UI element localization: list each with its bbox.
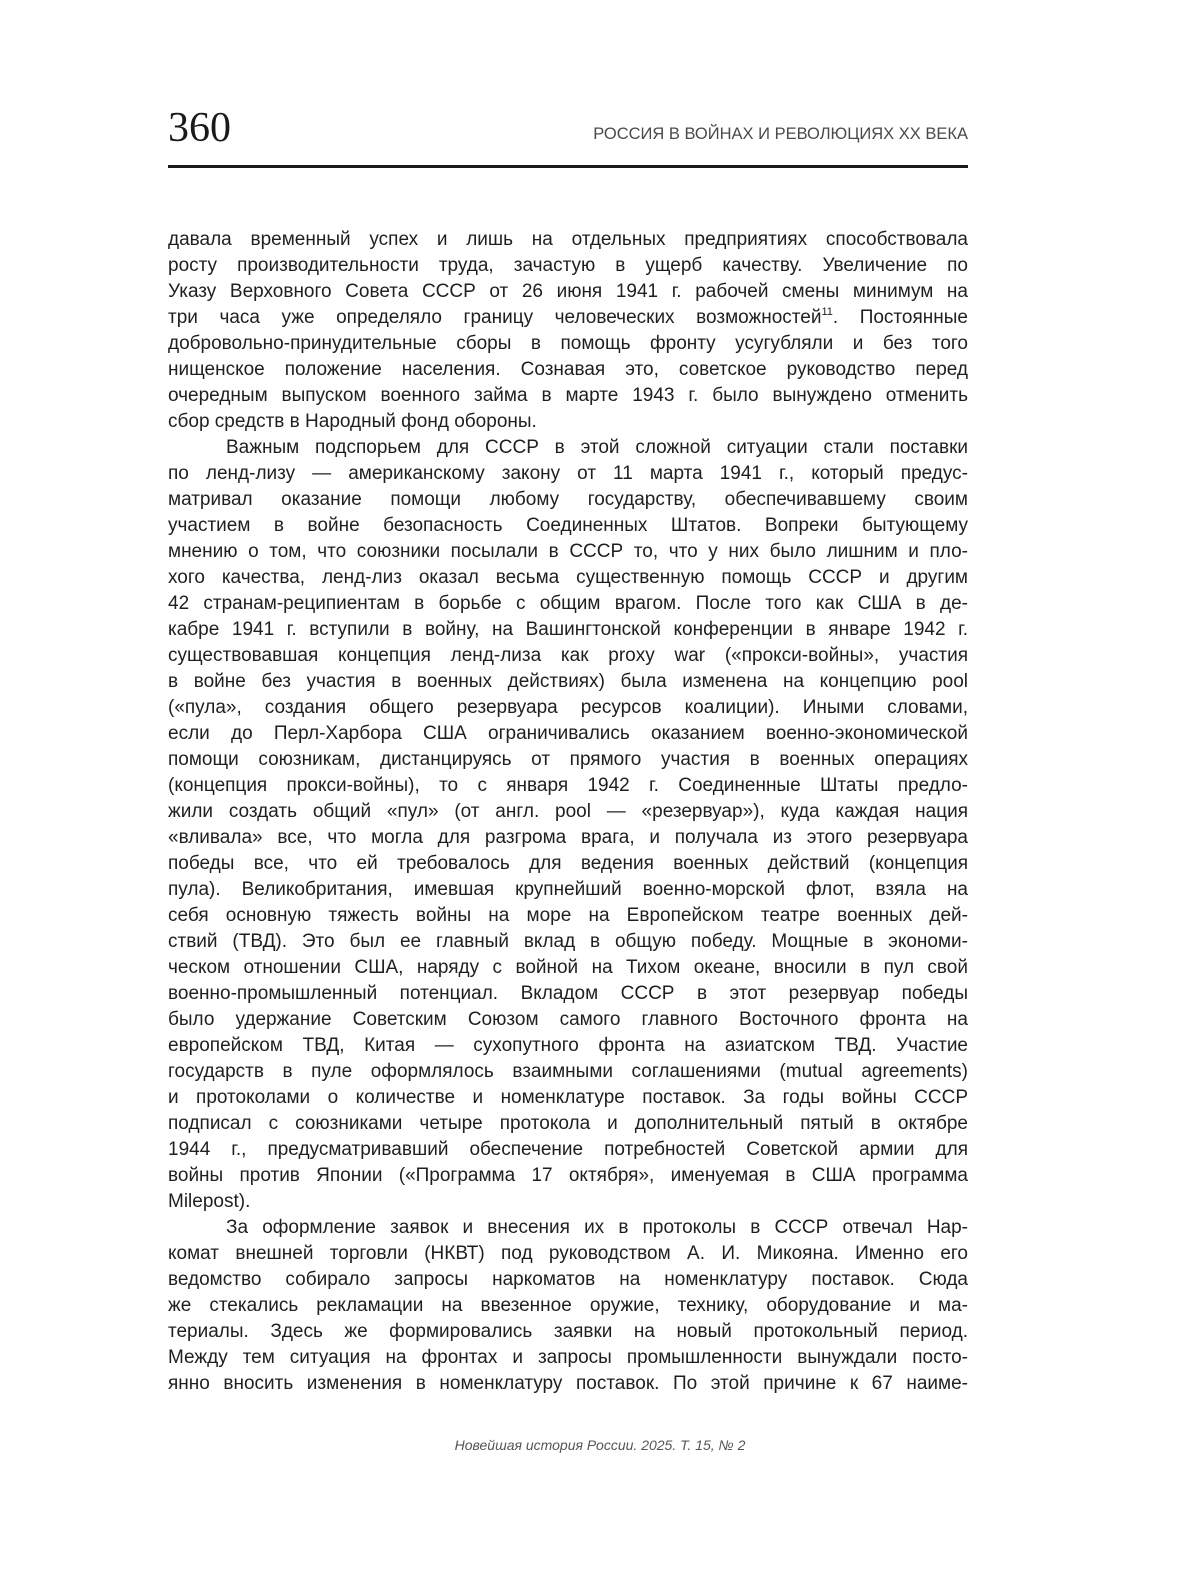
text-line: териалы. Здесь же формировались заявки на новый протокольный период. bbox=[168, 1321, 968, 1342]
text-line: нищенское положение населения. Сознавая это, советское руководство перед bbox=[168, 359, 968, 380]
text-line: же стекались рекламации на ввезенное оружие, технику, оборудование и ма- bbox=[168, 1295, 968, 1316]
header-rule bbox=[168, 165, 968, 168]
text-line: существовавшая концепция ленд-лиза как proxy war («прокси-войны», участия bbox=[168, 645, 968, 666]
paragraph-3 bbox=[168, 1215, 968, 1397]
text-line: («пула», создания общего резервуара ресурсов коалиции). Иными словами, bbox=[168, 697, 968, 718]
text-line: матривал оказание помощи любому государству, обеспечивавшему своим bbox=[168, 489, 968, 510]
text-line: пула). Великобритания, имевшая крупнейший военно-морской флот, взяла на bbox=[168, 879, 968, 900]
text-line: За оформление заявок и внесения их в протоколы в СССР отвечал Нар- bbox=[226, 1217, 968, 1238]
text-line: Между тем ситуация на фронтах и запросы промышленности вынуждали посто- bbox=[168, 1347, 968, 1368]
text-line: Указу Верховного Совета СССР от 26 июня 1941 г. рабочей смены минимум на bbox=[168, 281, 968, 302]
text-line: сбор средств в Народный фонд обороны. bbox=[168, 411, 537, 432]
text-line: европейском ТВД, Китая — сухопутного фронта на азиатском ТВД. Участие bbox=[168, 1035, 968, 1056]
text-line: росту производительности труда, зачастую в ущерб качеству. Увеличение по bbox=[168, 255, 968, 276]
text-line: себя основную тяжесть войны на море на Европейском театре военных дей- bbox=[168, 905, 968, 926]
article-body bbox=[168, 227, 968, 1397]
text-line-with-footnote bbox=[168, 305, 968, 331]
text-line: победы все, что ей требовалось для ведения военных действий (концепция bbox=[168, 853, 968, 874]
text-line: ведомство собирало запросы наркоматов на номенклатуру поставок. Сюда bbox=[168, 1269, 968, 1290]
text-line: ствий (ТВД). Это был ее главный вклад в общую победу. Мощные в экономи- bbox=[168, 931, 968, 952]
journal-citation: Новейшая история России. 2025. Т. 15, № 2 bbox=[454, 1437, 746, 1453]
text-line: войны против Японии («Программа 17 октября», именуемая в США программа bbox=[168, 1165, 968, 1186]
text-line: (концепция прокси-войны), то с января 1942 г. Соединенные Штаты предло- bbox=[168, 775, 968, 796]
paragraph-1 bbox=[168, 227, 968, 435]
text-line: давала временный успех и лишь на отдельных предприятиях способствовала bbox=[168, 229, 968, 250]
text-line: добровольно-принудительные сборы в помощь фронту усугубляли и без того bbox=[168, 333, 968, 354]
text-line: 1944 г., предусматривавший обеспечение потребностей Советской армии для bbox=[168, 1139, 968, 1160]
text-line: хого качества, ленд-лиз оказал весьма существенную помощь СССР и другим bbox=[168, 567, 968, 588]
text-segment: три часа уже определяло границу человеческих возможностей bbox=[168, 307, 822, 328]
text-line: комат внешней торговли (НКВТ) под руководством А. И. Микояна. Именно его bbox=[168, 1243, 968, 1264]
text-line: если до Перл-Харбора США ограничивались оказанием военно-экономической bbox=[168, 723, 968, 744]
text-line: ческом отношении США, наряду с войной на Тихом океане, вносили в пул свой bbox=[168, 957, 968, 978]
text-line: «вливала» все, что могла для разгрома врага, и получала из этого резервуара bbox=[168, 827, 968, 848]
text-line: 42 странам-реципиентам в борьбе с общим врагом. После того как США в де- bbox=[168, 593, 968, 614]
text-line: очередным выпуском военного займа в марте 1943 г. было вынуждено отменить bbox=[168, 385, 968, 406]
footnote-ref[interactable]: 11 bbox=[821, 306, 833, 318]
text-line: участием в войне безопасность Соединенных Штатов. Вопреки бытующему bbox=[168, 515, 968, 536]
text-line: было удержание Советским Союзом самого главного Восточного фронта на bbox=[168, 1009, 968, 1030]
text-line: жили создать общий «пул» (от англ. pool — «резервуар»), куда каждая нация bbox=[168, 801, 968, 822]
text-line: кабре 1941 г. вступили в войну, на Вашингтонской конференции в январе 1942 г. bbox=[168, 619, 968, 640]
text-line: и протоколами о количестве и номенклатуре поставок. За годы войны СССР bbox=[168, 1087, 968, 1108]
text-line: военно-промышленный потенциал. Вкладом СССР в этот резервуар победы bbox=[168, 983, 968, 1004]
text-segment: . Постоянные bbox=[832, 307, 968, 328]
running-head: РОССИЯ В ВОЙНАХ И РЕВОЛЮЦИЯХ XX ВЕКА bbox=[593, 125, 968, 143]
text-line: помощи союзникам, дистанцируясь от прямого участия в военных операциях bbox=[168, 749, 968, 770]
text-line: подписал с союзниками четыре протокола и дополнительный пятый в октябре bbox=[168, 1113, 968, 1134]
text-line: по ленд-лизу — американскому закону от 11 марта 1941 г., который предус- bbox=[168, 463, 968, 484]
text-line: в войне без участия в военных действиях) была изменена на концепцию pool bbox=[168, 671, 968, 692]
text-line: янно вносить изменения в номенклатуру поставок. По этой причине к 67 наиме- bbox=[168, 1373, 968, 1394]
paragraph-2 bbox=[168, 435, 968, 1215]
text-line: Milepost). bbox=[168, 1191, 251, 1212]
text-line: государств в пуле оформлялось взаимными соглашениями (mutual agreements) bbox=[168, 1061, 968, 1082]
text-line: Важным подспорьем для СССР в этой сложной ситуации стали поставки bbox=[226, 437, 968, 458]
page-number: 360 bbox=[168, 105, 231, 151]
text-line: мнению о том, что союзники посылали в СССР то, что у них было лишним и пло- bbox=[168, 541, 968, 562]
